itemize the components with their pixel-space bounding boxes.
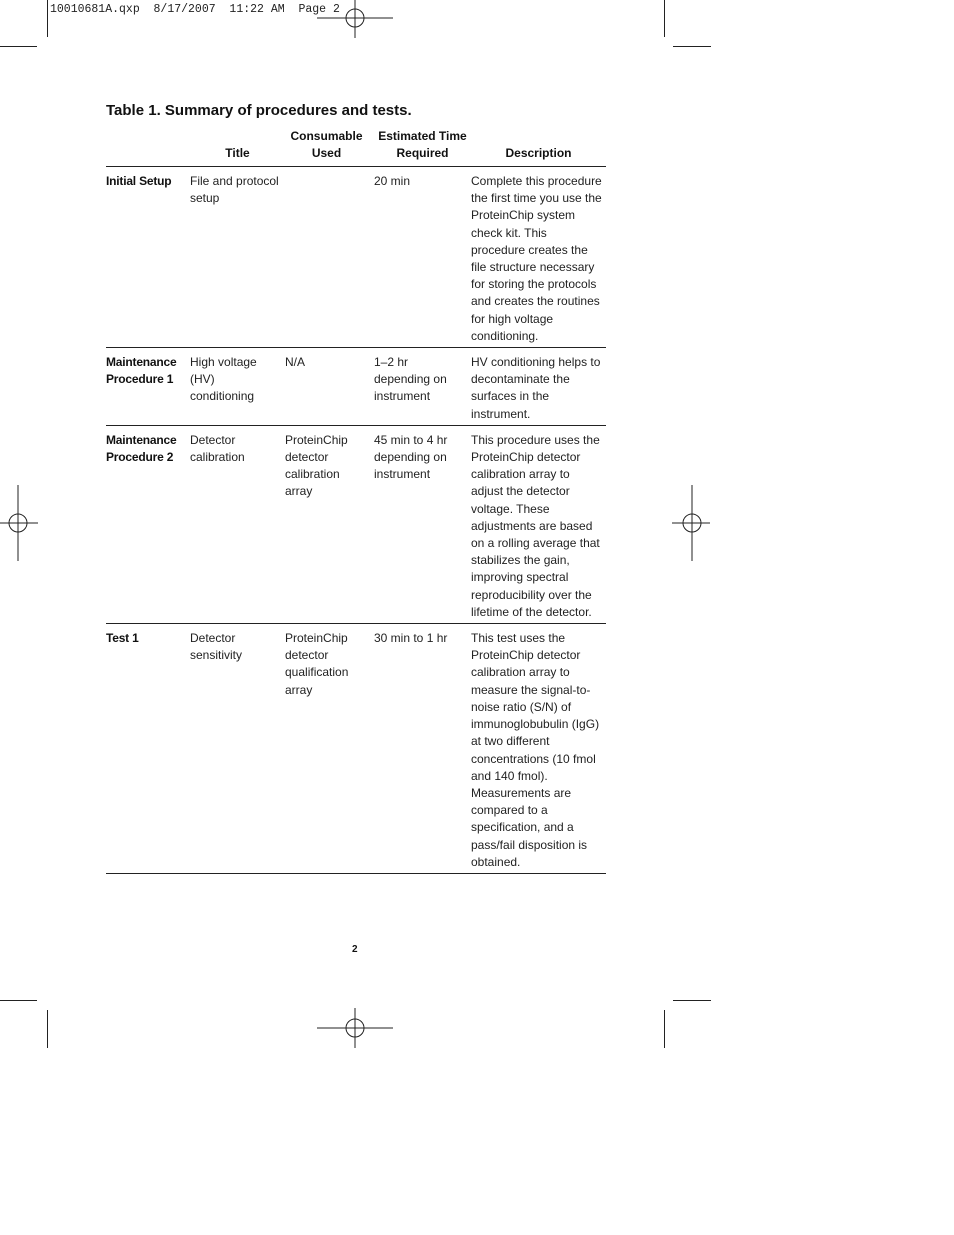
crop-mark-bottom-right-v	[664, 1010, 665, 1048]
row-consumable	[285, 167, 374, 348]
table-row	[106, 167, 606, 348]
row-consumable: ProteinChip detector qualification array	[285, 624, 374, 874]
row-title: Detector sensitivity	[190, 624, 285, 874]
table-row	[106, 624, 606, 874]
header-procedure	[106, 128, 190, 167]
row-title: Detector calibration	[190, 425, 285, 623]
crop-mark-top-right-h	[673, 46, 711, 47]
page-number: 2	[352, 944, 358, 955]
procedures-summary-table	[106, 128, 606, 874]
header-description: Description	[471, 128, 606, 167]
table-row	[106, 348, 606, 426]
row-description: Complete this procedure the first time you use the ProteinChip system check kit. This procedure creates the file structure necessary for storing the protocols and creates the routines for high voltage conditioning.	[471, 167, 606, 348]
crop-mark-top-right-v	[664, 0, 665, 37]
row-description: HV conditioning helps to decontaminate the surfaces in the instrument.	[471, 348, 606, 426]
table-row	[106, 425, 606, 623]
row-description: This procedure uses the ProteinChip detector calibration array to adjust the detector voltage. These adjustments are based on a rolling average that stabilizes the gain, improving spectral reproducibility over the lifetime of the detector.	[471, 425, 606, 623]
crop-mark-bottom-left-v	[47, 1010, 48, 1048]
row-title: High voltage (HV) conditioning	[190, 348, 285, 426]
header-estimated-time-required: Estimated Time Required	[374, 128, 471, 167]
registration-mark-top-icon	[317, 0, 393, 76]
row-procedure: Maintenance Procedure 1	[106, 348, 190, 426]
row-time: 1–2 hr depending on instrument	[374, 348, 471, 426]
row-time: 45 min to 4 hr depending on instrument	[374, 425, 471, 623]
table-header-row	[106, 128, 606, 167]
header-title: Title	[190, 128, 285, 167]
row-title: File and protocol setup	[190, 167, 285, 348]
row-description: This test uses the ProteinChip detector calibration array to measure the signal-to-noise ratio (S/N) of immunoglobubulin (IgG) at two different concentrations (10 fmol and 140 fmol). Measurements are compared to a specification, and a pass/fail disposition is obtained.	[471, 624, 606, 874]
row-time: 30 min to 1 hr	[374, 624, 471, 874]
row-procedure: Test 1	[106, 624, 190, 874]
crop-mark-bottom-left-h	[0, 1000, 37, 1001]
row-consumable: N/A	[285, 348, 374, 426]
file-slug-line: 10010681A.qxp 8/17/2007 11:22 AM Page 2	[50, 3, 340, 16]
row-procedure: Initial Setup	[106, 167, 190, 348]
crop-mark-bottom-right-h	[673, 1000, 711, 1001]
header-consumable-used: Consumable Used	[285, 128, 374, 167]
registration-mark-bottom-icon	[317, 990, 393, 1066]
registration-mark-right-icon	[654, 485, 730, 561]
row-time: 20 min	[374, 167, 471, 348]
crop-mark-top-left-h	[0, 46, 37, 47]
row-procedure: Maintenance Procedure 2	[106, 425, 190, 623]
crop-mark-top-left-v	[47, 0, 48, 37]
row-consumable: ProteinChip detector calibration array	[285, 425, 374, 623]
table-title: Table 1. Summary of procedures and tests.	[106, 102, 412, 119]
registration-mark-left-icon	[0, 485, 56, 561]
